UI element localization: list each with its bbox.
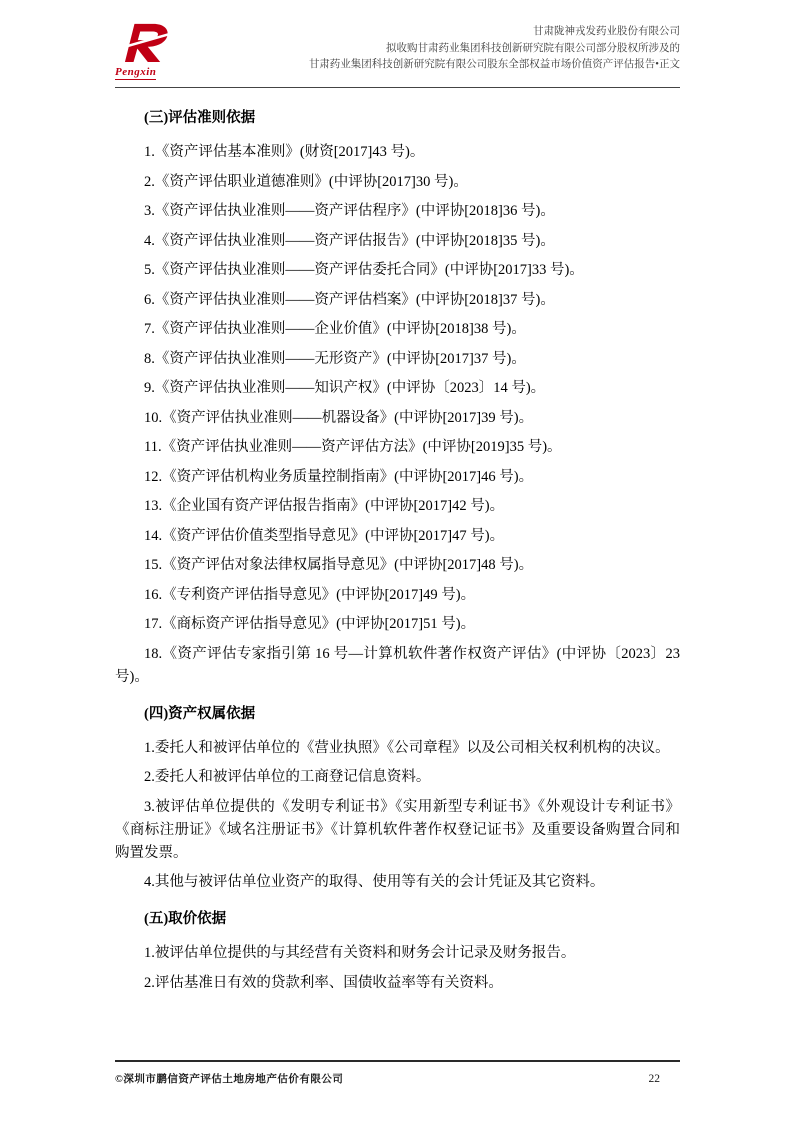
pengxin-logo-text: Pengxin: [115, 66, 157, 78]
section-title-valuation-standards: (三)评估准则依据: [144, 110, 256, 126]
list-item: 10.《资产评估执业准则——机器设备》(中评协[2017]39 号)。: [144, 409, 534, 426]
list-item: 2.评估基准日有效的贷款利率、国债收益率等有关资料。: [144, 974, 503, 991]
list-item: 2.委托人和被评估单位的工商登记信息资料。: [144, 769, 431, 785]
section-title-pricing-basis: (五)取价依据: [144, 911, 227, 927]
list-item: 7.《资产评估执业准则——企业价值》(中评协[2018]38 号)。: [144, 321, 526, 337]
section-pricing-basis-items: [115, 942, 680, 995]
list-item: 6.《资产评估执业准则——资产评估档案》(中评协[2018]37 号)。: [144, 291, 555, 308]
pengxin-logo-icon: [115, 22, 173, 62]
list-item: 12.《资产评估机构业务质量控制指南》(中评协[2017]46 号)。: [144, 468, 534, 485]
list-item: 5.《资产评估执业准则——资产评估委托合同》(中评协[2017]33 号)。: [144, 262, 584, 278]
page-number: 22: [648, 1073, 660, 1085]
list-item: 1.委托人和被评估单位的《营业执照》《公司章程》以及公司相关权利机构的决议。: [144, 739, 670, 756]
list-item: 14.《资产评估价值类型指导意见》(中评协[2017]47 号)。: [144, 527, 505, 544]
list-item: 13.《企业国有资产评估报告指南》(中评协[2017]42 号)。: [144, 498, 505, 514]
list-item: 2.《资产评估职业道德准则》(中评协[2017]30 号)。: [144, 173, 468, 190]
list-item: 17.《商标资产评估指导意见》(中评协[2017]51 号)。: [144, 616, 476, 632]
header-line-report: 甘肃药业集团科技创新研究院有限公司股东全部权益市场价值资产评估报告•正文: [308, 59, 680, 70]
list-item: 16.《专利资产评估指导意见》(中评协[2017]49 号)。: [144, 586, 476, 603]
document-body: [115, 88, 680, 995]
list-item: 4.其他与被评估单位业资产的取得、使用等有关的会计凭证及其它资料。: [144, 874, 605, 890]
list-item: 1.《资产评估基本准则》(财资[2017]43 号)。: [144, 144, 425, 160]
section-valuation-standards-items: [115, 141, 680, 689]
list-item: 9.《资产评估执业准则——知识产权》(中评协〔2023〕14 号)。: [144, 380, 546, 396]
footer-divider: [115, 1060, 680, 1062]
footer-copyright: ©深圳市鹏信资产评估土地房地产估价有限公司: [115, 1074, 344, 1085]
list-item: 1.被评估单位提供的与其经营有关资料和财务会计记录及财务报告。: [144, 945, 576, 961]
header-title-block: [309, 22, 680, 74]
header-line-project: 拟收购甘肃药业集团科技创新研究院有限公司部分股权所涉及的: [386, 42, 680, 54]
page-header: [115, 22, 680, 80]
header-line-company: 甘肃陇神戎发药业股份有限公司: [533, 26, 680, 37]
list-item: 8.《资产评估执业准则——无形资产》(中评协[2017]37 号)。: [144, 350, 526, 367]
footer-row: [115, 1071, 680, 1086]
section-title-ownership-basis: (四)资产权属依据: [144, 705, 256, 722]
pengxin-logo: [115, 22, 187, 80]
list-item: 3.被评估单位提供的《发明专利证书》《实用新型专利证书》《外观设计专利证书》《商标注册证》《域名注册证书》《计算机软件著作权登记证书》及重要设备购置合同和购置发票。: [115, 798, 680, 861]
list-item: 15.《资产评估对象法律权属指导意见》(中评协[2017]48 号)。: [144, 557, 534, 573]
page-footer: [115, 1060, 680, 1086]
section-ownership-basis-items: [115, 737, 680, 895]
list-item: 18.《资产评估专家指引第 16 号—计算机软件著作权资产评估》(中评协〔2023〕23 号)。: [115, 645, 680, 685]
list-item: 4.《资产评估执业准则——资产评估报告》(中评协[2018]35 号)。: [144, 232, 555, 249]
list-item: 11.《资产评估执业准则——资产评估方法》(中评协[2019]35 号)。: [144, 439, 562, 455]
list-item: 3.《资产评估执业准则——资产评估程序》(中评协[2018]36 号)。: [144, 203, 555, 219]
